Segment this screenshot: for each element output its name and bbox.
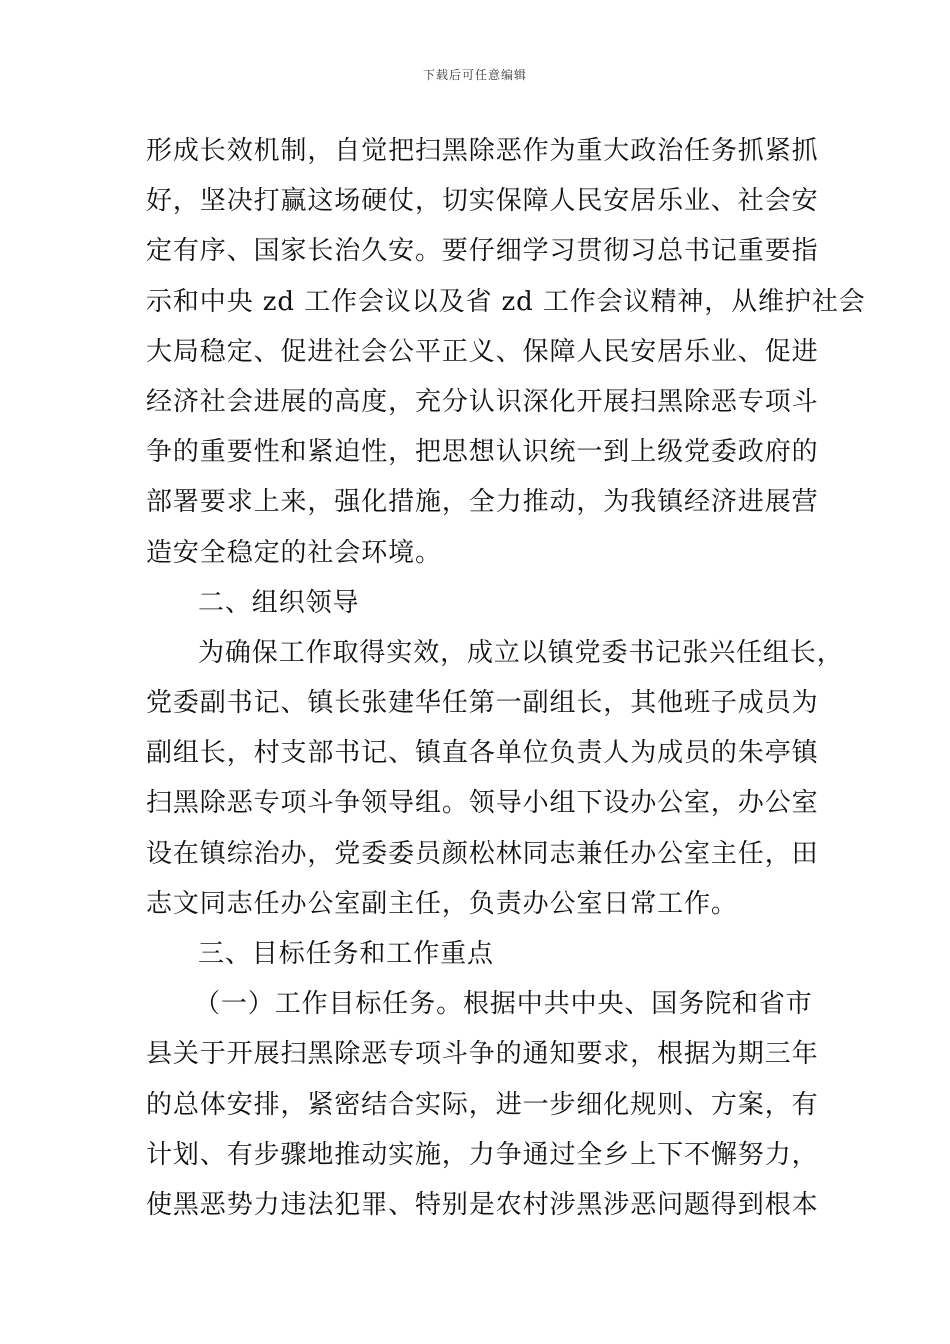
text-line: 为确保工作取得实效，成立以镇党委书记张兴任组长， [198, 637, 844, 668]
text-line: 的总体安排，紧密结合实际，进一步细化规则、方案，有 [146, 1089, 819, 1120]
text-line: 志文同志任办公室副主任，负责办公室日常工作。 [146, 888, 738, 919]
text-line: 部署要求上来，强化措施，全力推动，为我镇经济进展营 [146, 487, 819, 518]
text-line: 大局稳定、促进社会公平正义、保障人民安居乐业、促进 [146, 336, 819, 367]
text-line: 造安全稳定的社会环境。 [146, 537, 442, 568]
text-line: 示和中央 zd 工作会议以及省 zd 工作会议精神，从维护社会 [146, 286, 866, 317]
text-line: 设在镇综治办，党委委员颜松林同志兼任办公室主任，田 [146, 838, 819, 869]
text-line: 计划、有步骤地推动实施，力争通过全乡上下不懈努力， [146, 1139, 819, 1170]
text-line: 好，坚决打赢这场硬仗，切实保障人民安居乐业、社会安 [146, 186, 819, 217]
text-line: 扫黑除恶专项斗争领导组。领导小组下设办公室，办公室 [146, 788, 819, 819]
text-line: 定有序、国家长治久安。要仔细学习贯彻习总书记重要指 [146, 236, 819, 267]
text-line: （一）工作目标任务。根据中共中央、国务院和省市 [194, 989, 813, 1020]
text-line: 使黑恶势力违法犯罪、特别是农村涉黑涉恶问题得到根本 [146, 1189, 819, 1220]
section-heading: 三、目标任务和工作重点 [198, 939, 494, 969]
text-line: 副组长，村支部书记、镇直各单位负责人为成员的朱亭镇 [146, 738, 819, 769]
page-header: 下载后可任意编辑 [422, 68, 527, 82]
text-line: 经济社会进展的高度，充分认识深化开展扫黑除恶专项斗 [146, 386, 819, 417]
text-line: 县关于开展扫黑除恶专项斗争的通知要求，根据为期三年 [146, 1039, 819, 1070]
document-body [146, 126, 866, 1230]
text-line: 党委副书记、镇长张建华任第一副组长，其他班子成员为 [146, 688, 819, 719]
text-line: 争的重要性和紧迫性，把思想认识统一到上级党委政府的 [146, 437, 819, 468]
section-heading: 二、组织领导 [198, 587, 360, 618]
text-line: 形成长效机制，自觉把扫黑除恶作为重大政治任务抓紧抓 [146, 136, 819, 166]
